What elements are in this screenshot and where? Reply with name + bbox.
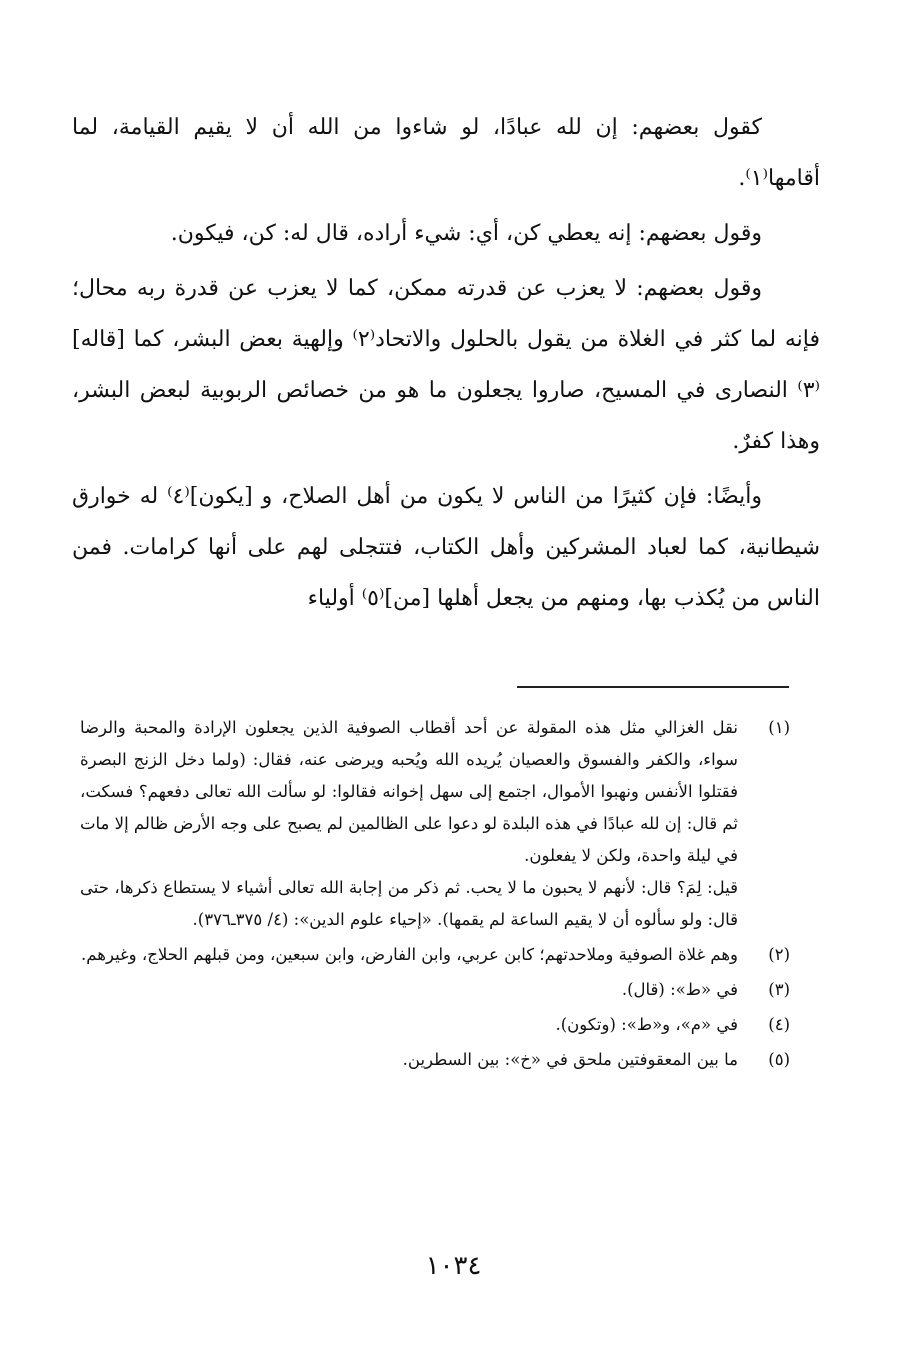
paragraph-2: وقول بعضهم: إنه يعطي كن، أي: شيء أراده، قال له: كن، فيكون. — [170, 221, 762, 246]
paragraph-1: كقول بعضهم: إن لله عبادًا، لو شاءوا من الله أن لا يقيم القيامة، لما أقامها⁽١⁾. — [72, 115, 820, 191]
footnote-number: (٢) — [768, 945, 790, 964]
footnote-text: ما بين المعقوفتين ملحق في «خ»: بين السطرين. — [402, 1050, 738, 1069]
footnote-3 — [80, 974, 790, 1006]
footnote-number: (١) — [768, 718, 790, 737]
footnote-number: (٣) — [768, 980, 790, 999]
footnotes — [80, 712, 790, 1079]
footnote-number: (٥) — [768, 1050, 790, 1069]
main-text — [72, 102, 820, 628]
footnote-4 — [80, 1009, 790, 1041]
footnote-5 — [80, 1044, 790, 1076]
footnote-text: في «م»، و«ط»: (وتكون). — [555, 1015, 738, 1034]
footnote-text: في «ط»: (قال). — [621, 980, 738, 999]
footnote-text: نقل الغزالي مثل هذه المقولة عن أحد أقطاب الصوفية الذين يجعلون الإرادة والمحبة والرضا سواء، والكفر والفسوق والعصيان يُريده الله ويُحبه ويرضى عنه، فقال: (ولما دخل الزنج البصرة فقتلوا الأنفس ونهبوا الأموال، اجتمع إلى سهل إخوانه فقالوا: لو سألت الله تعالى دفعهم؟ فسكت، ثم قال: إن لله عبادًا في هذه البلدة لو دعوا على الظالمين لم يصبح على وجه الأرض ظالم إلا مات في ليلة واحدة، ولكن لا يفعلون. — [80, 718, 738, 865]
footnote-1 — [80, 712, 790, 936]
footnote-text: وهم غلاة الصوفية وملاحدتهم؛ كابن عربي، وابن الفارض، وابن سبعين، ومن قبلهم الحلاج، وغيرهم. — [81, 945, 738, 964]
paragraph-4: وأيضًا: فإن كثيرًا من الناس لا يكون من أهل الصلاح، و [يكون]⁽٤⁾ له خوارق شيطانية، كما لعباد المشركين وأهل الكتاب، فتتجلى لهم على أنها كرامات. فمن الناس من يُكذب بها، ومنهم من يجعل أهلها [من]⁽٥⁾ أولياء — [72, 484, 820, 611]
page-number: ١٠٣٤ — [425, 1251, 482, 1281]
footnote-text: قيل: لِمَ؟ قال: لأنهم لا يحبون ما لا يحب. ثم ذكر من إجابة الله تعالى أشياء لا يستطاع ذكرها، حتى قال: ولو سألوه أن لا يقيم الساعة لم يقمها). «إحياء علوم الدين»: (٤/ ٣٧٥ـ٣٧٦). — [80, 878, 738, 929]
footnote-2 — [80, 939, 790, 971]
footnote-separator — [517, 686, 789, 688]
paragraph-3: وقول بعضهم: لا يعزب عن قدرته ممكن، كما لا يعزب عن قدرة ربه محال؛ فإنه لما كثر في الغلاة من يقول بالحلول والاتحاد⁽٢⁾ وإلهية بعض البشر، كما [قاله]⁽٣⁾ النصارى في المسيح، صاروا يجعلون ما هو من خصائص الربوبية لبعض البشر، وهذا كفرٌ. — [72, 276, 821, 454]
footnote-number: (٤) — [768, 1015, 790, 1034]
